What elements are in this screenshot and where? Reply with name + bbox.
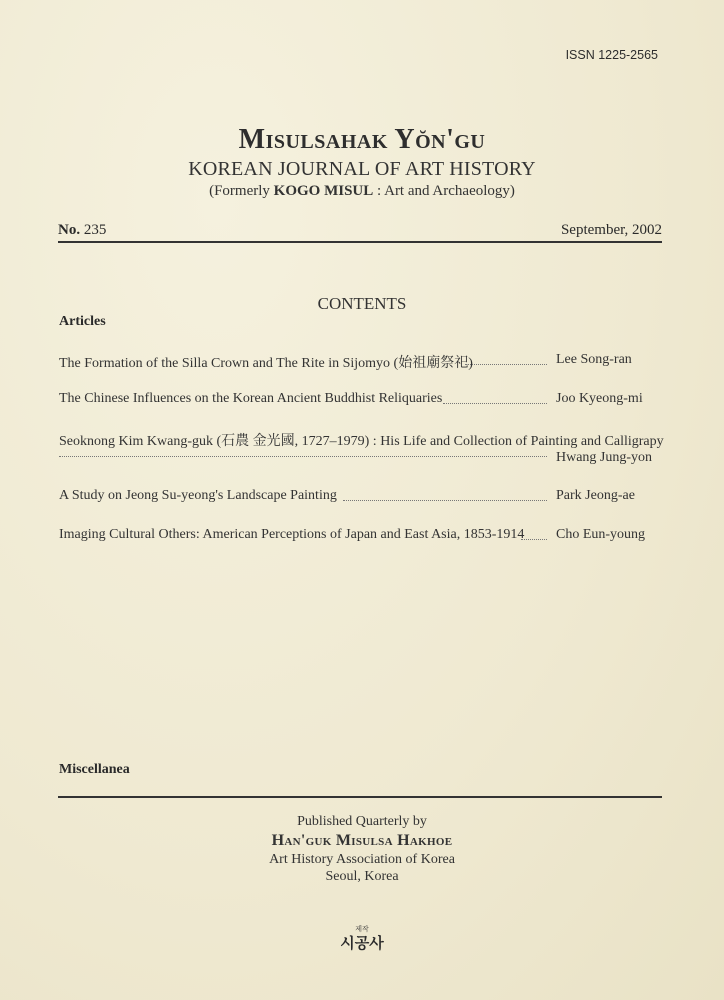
journal-title: Misulsahak Yŏn'gu xyxy=(238,124,486,155)
issn-number: ISSN 1225-2565 xyxy=(565,48,658,62)
toc-entry-title: Imaging Cultural Others: American Perceptions of Japan and East Asia, 1853-1914 xyxy=(59,527,525,542)
toc-entry xyxy=(59,527,654,545)
issue-number-value: 235 xyxy=(83,222,107,238)
logo-text: 시공사 xyxy=(340,936,384,952)
publisher-association: Art History Association of Korea xyxy=(269,852,455,867)
toc-entry xyxy=(59,488,654,506)
toc-entry-author: Park Jeong-ae xyxy=(556,488,635,503)
bottom-rule xyxy=(58,796,662,798)
toc-entry-title: Seoknong Kim Kwang-guk (石農 金光國, 1727–1979) : His Life and Collection of Painting and Calligrapy xyxy=(59,434,664,449)
logo-small-text: 제작 xyxy=(355,925,369,933)
publisher-logo xyxy=(340,924,384,953)
issue-number-label: No. xyxy=(58,222,81,238)
toc-entry-author: Lee Song-ran xyxy=(556,352,632,367)
top-rule xyxy=(58,241,662,243)
toc-entry-title: The Formation of the Silla Crown and The Rite in Sijomyo (始祖廟祭祀) xyxy=(59,356,473,371)
issue-date: September, 2002 xyxy=(560,222,662,238)
toc-entry-author: Hwang Jung-yon xyxy=(556,450,653,465)
toc-leader-dots xyxy=(465,364,547,365)
toc-entry-author: Cho Eun-young xyxy=(556,527,646,542)
toc-entry-title: The Chinese Influences on the Korean Ancient Buddhist Reliquaries xyxy=(59,391,443,406)
publisher-line-1: Published Quarterly by xyxy=(297,814,427,829)
formerly-suffix: : Art and Archaeology) xyxy=(373,183,515,199)
toc-leader-dots xyxy=(59,456,547,457)
toc-leader-dots xyxy=(521,539,547,540)
journal-subtitle: KOREAN JOURNAL OF ART HISTORY xyxy=(188,158,536,180)
formerly-note xyxy=(0,183,724,200)
toc-entry xyxy=(59,352,654,370)
formerly-name: KOGO MISUL xyxy=(273,183,374,199)
toc-leader-dots xyxy=(443,403,547,404)
contents-heading: CONTENTS xyxy=(317,294,407,313)
publisher-location: Seoul, Korea xyxy=(325,869,399,884)
miscellanea-heading: Miscellanea xyxy=(59,762,130,777)
formerly-prefix: (Formerly xyxy=(209,183,274,199)
publisher-name: Han'guk Misulsa Hakhoe xyxy=(271,832,453,849)
articles-heading: Articles xyxy=(59,314,106,329)
issue-number xyxy=(58,222,106,239)
toc-entry-author: Joo Kyeong-mi xyxy=(556,391,643,406)
toc-entry-title: A Study on Jeong Su-yeong's Landscape Painting xyxy=(59,488,337,503)
toc-entry xyxy=(59,391,654,409)
toc-leader-dots xyxy=(343,500,547,501)
issue-line xyxy=(58,222,662,242)
